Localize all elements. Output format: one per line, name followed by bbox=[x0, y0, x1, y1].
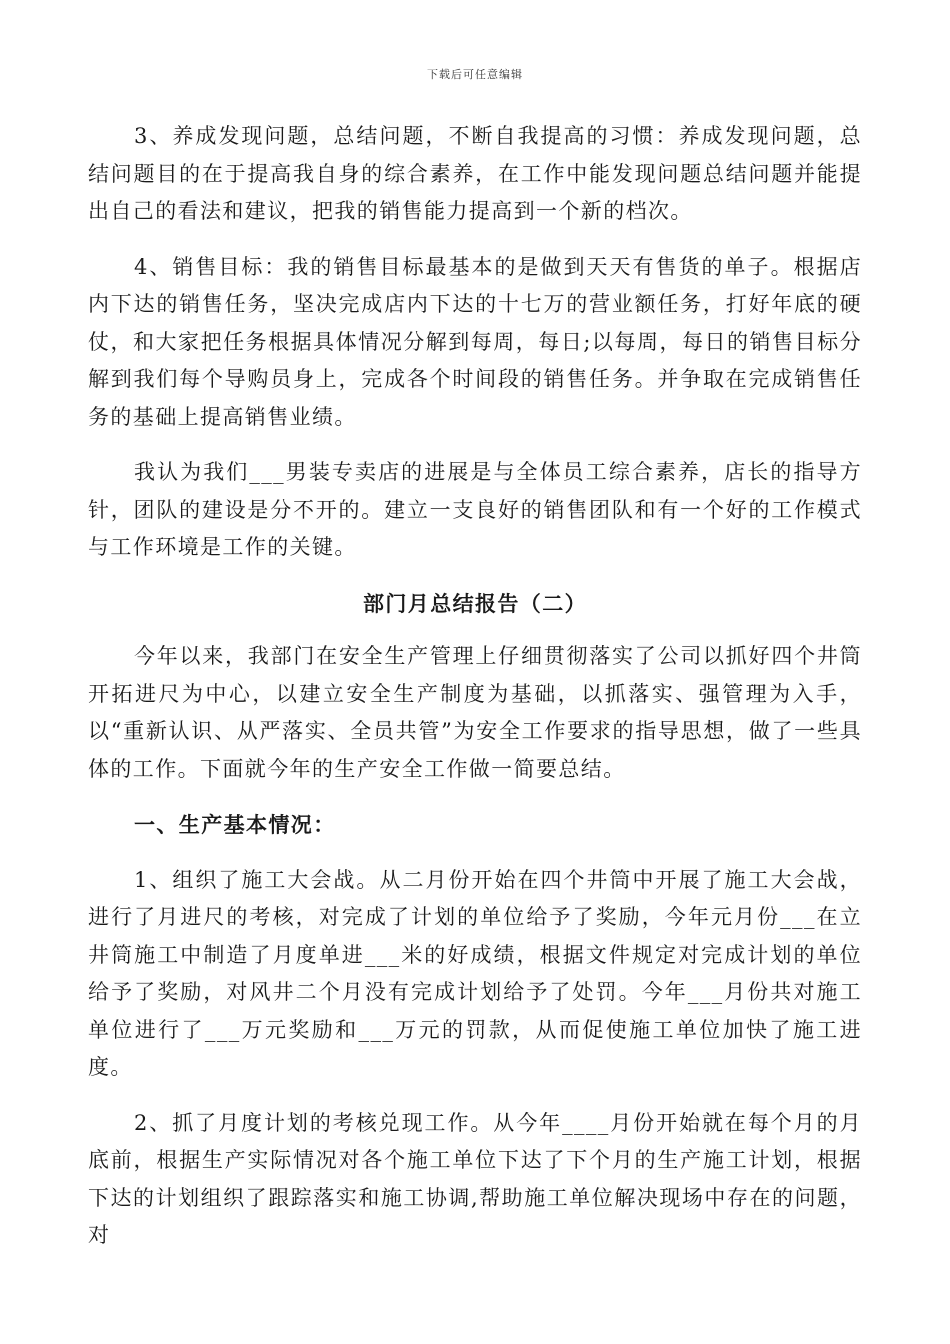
section-title: 部门月总结报告（二） bbox=[363, 590, 587, 616]
document-body bbox=[88, 118, 862, 1273]
sub-heading-production: 一、生产基本情况： bbox=[134, 812, 336, 837]
paragraph-sales-goal: 4、销售目标：我的销售目标最基本的是做到天天有售货的单子。根据店内下达的销售任务，坚决完成店内下达的十七万的营业额任务，打好年底的硬仗，和大家把任务根据具体情况分解到每周，每日;以每周，每日的销售目标分解到我们每个导购员身上，完成各个时间段的销售任务。并争取在完成销售任务的基础上提高销售业绩。 bbox=[88, 254, 862, 429]
page-header-note: 下载后可任意编辑 bbox=[427, 68, 523, 81]
paragraph-habit: 3、养成发现问题，总结问题，不断自我提高的习惯：养成发现问题，总结问题目的在于提高我自身的综合素养，在工作中能发现问题总结问题并能提出自己的看法和建议，把我的销售能力提高到一个新的档次。 bbox=[88, 124, 862, 223]
paragraph-monthly-plan: 2、抓了月度计划的考核兑现工作。从今年____月份开始就在每个月的月底前，根据生产实际情况对各个施工单位下达了下个月的生产施工计划，根据下达的计划组织了跟踪落实和施工协调,帮助施工单位解决现场中存在的问题，对 bbox=[88, 1110, 862, 1247]
paragraph-team: 我认为我们___男装专卖店的进展是与全体员工综合素养，店长的指导方针，团队的建设是分不开的。建立一支良好的销售团队和有一个好的工作模式与工作环境是工作的关键。 bbox=[88, 460, 862, 559]
paragraph-construction-campaign: 1、组织了施工大会战。从二月份开始在四个井筒中开展了施工大会战，进行了月进尺的考核，对完成了计划的单位给予了奖励，今年元月份___在立井筒施工中制造了月度单进___米的好成绩，根据文件规定对完成计划的单位给予了奖励，对风井二个月没有完成计划给予了处罚。今年___月份共对施工单位进行了___万元奖励和___万元的罚款，从而促使施工单位加快了施工进度。 bbox=[88, 867, 862, 1079]
paragraph-intro: 今年以来，我部门在安全生产管理上仔细贯彻落实了公司以抓好四个井筒开拓进尺为中心，以建立安全生产制度为基础，以抓落实、强管理为入手，以“重新认识、从严落实、全员共管”为安全工作要求的指导思想，做了一些具体的工作。下面就今年的生产安全工作做一简要总结。 bbox=[88, 644, 862, 781]
